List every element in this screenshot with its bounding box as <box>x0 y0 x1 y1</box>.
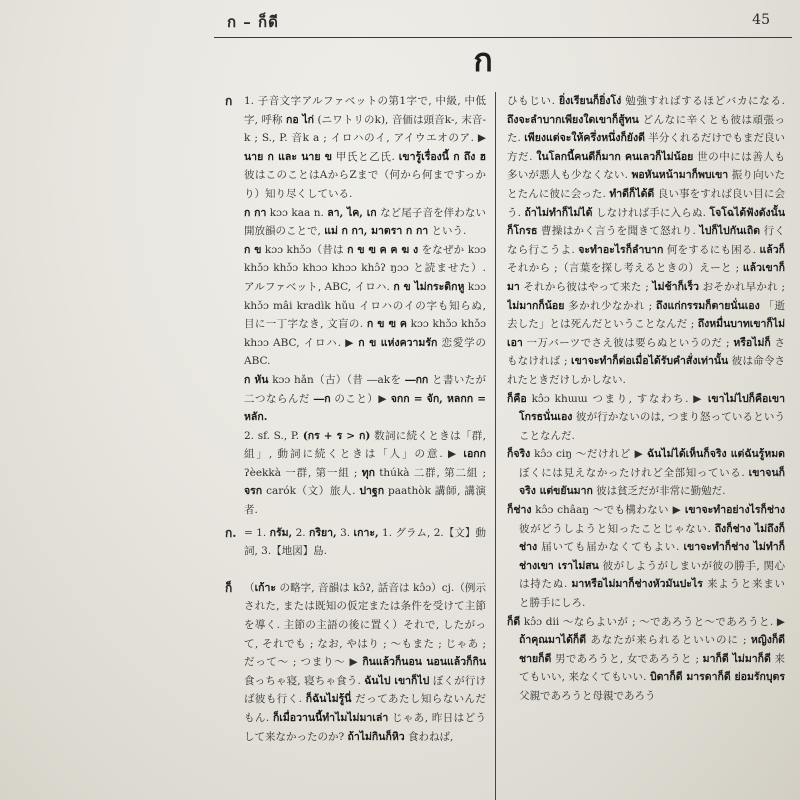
gloss-text: kɔɔ khɔ̌ɔ khɔ̌ɔ khɔɔ ABC, イロハ. ▶ <box>244 318 486 349</box>
gloss-text: 曹操はかく言うを聞きて怒れり. <box>537 225 700 238</box>
gloss-text: kɔ̂ɔ ciŋ ～だけれど ▶ <box>530 448 648 461</box>
thai-term: เอกก <box>463 448 486 461</box>
thai-term: ในโลกนี้คนดีก็มาก คนเลวก็ไม่น้อย <box>536 150 694 163</box>
entry-text <box>507 613 785 706</box>
gloss-text: 3. <box>336 526 354 539</box>
thai-term: ลา, ไค, เก <box>327 206 377 219</box>
entry-text <box>507 390 785 446</box>
thai-term: ทำดีก็ได้ดี <box>609 187 655 200</box>
gloss-text: carók（文）旅人. <box>262 485 360 498</box>
thai-term: ก็ช่าง <box>507 504 532 517</box>
thai-term: ก ข ไม่กระดิกหู <box>393 280 465 293</box>
thai-term: ก หัน <box>244 373 269 386</box>
gloss-text: 多かれ少なかれ ; <box>564 299 656 312</box>
thai-term: ―ก <box>313 392 331 405</box>
entry-text <box>507 501 785 613</box>
thai-term: หรือไม่ก็ <box>733 336 771 349</box>
gloss-text: （ <box>244 581 255 594</box>
thai-term: ปาฐก <box>359 485 385 498</box>
gloss-text: paathòk 講師, 講演者. <box>244 485 486 517</box>
dictionary-entry <box>222 579 486 746</box>
gloss-text: 世の中には善人も多いが悪人も少なくない. <box>507 150 785 182</box>
thai-term: เพียงแต่จะให้ครึ่งหนึ่งก็ยังดี <box>524 132 645 145</box>
gloss-text: 食わねば, <box>404 730 454 743</box>
thai-term: ถึงแก่กรรมก็ตายนั่นเอง <box>655 299 760 312</box>
thai-term: พอหันหน้ามาก็พบเขา <box>631 169 729 182</box>
thai-term: กรัม, <box>269 526 293 539</box>
gloss-text: 届いても届かなくてもよい. <box>537 541 684 554</box>
entry-text <box>222 427 486 520</box>
gloss-text: 2. sf. S., P. <box>244 429 303 442</box>
thai-term: ก ข ฃ ค <box>366 318 407 331</box>
thai-term: ฉันไป เขาก็ไป <box>364 674 430 687</box>
thai-term: ถ้าไม่กินก็หิว <box>347 730 405 743</box>
gloss-text: 父親であろうと母親であろう <box>519 690 656 702</box>
guide-words: ก – ก็ดี <box>227 13 279 31</box>
thai-term: กอ ไก่ <box>285 113 315 126</box>
thai-term: ถึงหมื่นบาทเขาก็ไม่เอา <box>507 318 785 349</box>
gloss-text: それから ;（言葉を探し考えるときの）えーと ; <box>507 262 743 275</box>
thai-term: เขาจะทำอย่างไรก็ช่าง <box>684 504 785 517</box>
gloss-text: をなぜか kɔɔ khɔ̌ɔ khɔ̌ɔ khɔɔ khɔɔ khɔ̂ʔ ŋɔɔ と読ませた）. アルファベット, ABC, イロハ. <box>244 243 486 293</box>
thai-term: ก ข แห่งความรัก <box>358 336 438 349</box>
thai-term: ก็ดี <box>507 615 521 628</box>
gloss-text: 2. <box>292 526 309 539</box>
thai-term: ก็เมื่อวานนี้ทำไมไม่มาเล่า <box>272 712 389 724</box>
thai-term: ―กก <box>405 373 429 386</box>
gloss-text: 行くなら行こうよ. <box>507 225 785 256</box>
thai-term: ถึงจะลำบากเพียงใดเขาก็สู้ทน <box>507 113 639 126</box>
gloss-text: 来ようと来まいと勝手にしろ. <box>519 578 785 610</box>
gloss-text: 半分くれるだけでもまだ良い方だ. <box>507 132 785 163</box>
dictionary-entry <box>222 524 486 561</box>
thai-term: ไปก็ไปกันเถิด <box>699 225 761 238</box>
gloss-text: 1. 子音文字アルファベットの第1字で, 中級, 中低字, 呼称 <box>244 95 486 126</box>
gloss-text: thúkà 二群, 第二組 ; <box>374 466 486 479</box>
thai-term: โจโฉได้ฟังดังนั้นก็โกรธ <box>507 206 785 238</box>
gloss-text: kɔɔ khɔ̌ɔ mâi kradìk hǔu イロハのイの字も知らぬ, 目に一丁字なき, 文盲の. <box>244 280 486 331</box>
gloss-text: (ニワトリのk), 音価は頭音k-, 末音-k ; S., P. 音k a ; イロハのイ, アイウエオのア. ▶ <box>244 113 486 145</box>
thai-term: ยิ่งเรียนก็ยิ่งโง่ <box>559 95 622 107</box>
gloss-text: 恋愛学のABC. <box>244 336 486 368</box>
gloss-text: 食っちゃ寝, 寝ちゃ食う. <box>244 674 365 687</box>
gloss-text: kɔ̂ɔ dii ～ならよいが ; ～であろうと～であろうと. ▶ <box>520 615 785 628</box>
gloss-text: だってあたし知らないんだもん. <box>244 693 486 724</box>
gloss-text: ひもじい. <box>507 95 560 107</box>
page-number: 45 <box>752 12 770 28</box>
entry-text <box>507 445 785 501</box>
thai-term: แล้วก็ <box>759 243 785 256</box>
gloss-text: 「逝去した」とは死んだということなんだ ; <box>507 299 785 331</box>
right-column <box>507 92 785 800</box>
gloss-text: kɔɔ kaa n. <box>266 206 328 219</box>
gloss-text: 甲氏と乙氏. <box>331 150 399 163</box>
gloss-text: しなければ手に入らぬ. <box>592 206 710 219</box>
thai-term: เกาะ, <box>353 526 379 539</box>
entry-text <box>222 241 486 371</box>
gloss-text: 彼は貧乏だが非常に勤勉だ. <box>592 485 726 498</box>
thai-term: ก ข <box>244 243 262 256</box>
dictionary-entry <box>222 92 486 204</box>
gloss-text: など尾子音を伴わない開放韻のことで, <box>244 206 486 238</box>
gloss-text: 勉強すればするほどバカになる. <box>621 95 785 107</box>
thai-term: ถึงก็ช่าง ไม่ถึงก็ช่าง <box>519 522 785 554</box>
thai-term: กริยา, <box>309 526 337 539</box>
thai-term: ก ข ฃ ค ฅ ฆ ง <box>347 243 419 256</box>
thai-term: เขาจะทำก็ต่อเมื่อได้รับคำสั่งเท่านั้น <box>571 355 729 368</box>
column-divider <box>495 92 496 800</box>
thai-term: ทุก <box>361 466 375 479</box>
thai-term: เขาไม่ไปก็คือเขาโกรธนั่นเอง <box>519 392 785 424</box>
gloss-text: の略字, 音韻は kɔ̂ʔ, 話音は kɔ̂ɔ）cj.（例示された, または既知の仮定または条件を受けて主節を導く. 主節の主語の後に置く）それで, したがって, それでも ; なお, やはり ; ～もまた ; じゃあ ; だって～ ; つまり～ ▶ <box>244 581 486 669</box>
thai-term: ก็คือ <box>507 392 527 405</box>
gloss-text: じゃあ, 昨日はどうして来なかったのか? <box>244 712 486 743</box>
gloss-text: 彼はこのことはAからZまで（何から何まですっかり）知り尽くしている. <box>244 169 486 200</box>
thai-term: มาก็ดี ไม่มาก็ดี <box>702 652 771 665</box>
gloss-text: どんなに辛くとも彼は頑張った. <box>507 113 785 145</box>
gloss-text: あなたが来られるといいのに ; <box>586 634 751 647</box>
gloss-text: おそかれ早かれ ; <box>699 280 785 293</box>
thai-term: เขารู้เรื่องนี้ ก ถึง ฮ <box>398 150 486 163</box>
thai-term: เก้าะ <box>254 581 277 594</box>
thai-term: บิดาก็ดี มารดาก็ดี ย่อมรักบุตร <box>649 671 785 684</box>
thai-term: (กร + ร > ก) <box>302 429 371 442</box>
thai-term: หญิงก็ดี ชายก็ดี <box>519 634 785 665</box>
thai-term: ฉันไม่ได้เห็นก็จริง แต่ฉันรู้หมด <box>647 448 785 461</box>
gloss-text: さもなければ ; <box>507 336 785 368</box>
gloss-text: ʔèekkà 一群, 第一組 ; <box>244 466 362 479</box>
gloss-text: kɔ̂ɔ châaŋ ～でも構わない ▶ <box>531 504 685 517</box>
thai-term: ถ้าไม่ทำก็ไม่ได้ <box>524 206 593 219</box>
section-letter: ก <box>473 41 493 79</box>
thai-term: ถ้าคุณมาได้ก็ดี <box>519 634 587 647</box>
gloss-text: 男であろうと, 女であろうと ; <box>551 652 703 665</box>
thai-term: เขาจะทำก็ช่าง ไม่ทำก็ช่างเขา เราไม่สน <box>519 541 785 572</box>
gloss-text: 彼は命令されたときだけしかしない. <box>507 355 785 386</box>
gloss-text: 振り向いたとたんに彼に会った. <box>507 169 785 200</box>
thai-term: กินแล้วก็นอน นอนแล้วก็กิน <box>362 656 486 669</box>
gloss-text: 一万バーツでさえ彼は要らぬというのだ ; <box>522 336 734 349</box>
entry-text <box>222 204 486 241</box>
gloss-text: 彼が行かないのは, つまり怒っているということなんだ. <box>519 411 785 442</box>
thai-term: แม่ ก กา, มาตรา ก กา <box>324 225 429 238</box>
entry-text <box>507 92 785 390</box>
thai-term: จรก <box>244 485 263 498</box>
entry-headword: ก <box>225 94 233 108</box>
gloss-text: それから彼はやって来た ; <box>519 280 653 293</box>
thai-term: จกก = จัก, หลกก = หลัก. <box>244 392 486 424</box>
entry-headword: ก็ <box>225 580 233 595</box>
thai-term: มาหรือไม่มาก็ช่างหัวมันปะไร <box>571 578 703 591</box>
gloss-text: 彼がしようがしまいが彼の勝手, 関心は持たぬ. <box>519 559 785 591</box>
gloss-text: 何をするにも困る. <box>663 243 760 256</box>
gloss-text: のこと）▶ <box>330 392 391 405</box>
header-rule <box>214 37 792 38</box>
thai-term: นาย ก และ นาย ข <box>244 150 332 163</box>
gloss-text: = 1. <box>244 526 270 539</box>
gloss-text: kɔɔ hǎn（古）（昔 ―akを <box>268 373 406 386</box>
gloss-text: という. <box>428 225 467 238</box>
gloss-text: 1. グラム, 2.【文】動詞, 3.【地図】島. <box>244 526 486 558</box>
thai-term: จะทำอะไรก็ลำบาก <box>578 243 664 256</box>
gloss-text: 彼がどうしようと知ったことじゃない. <box>519 522 715 535</box>
thai-term: ไม่มากก็น้อย <box>507 299 565 312</box>
gloss-text: 良い事をすれば良い目に会う. <box>507 187 785 219</box>
entry-headword: ก. <box>225 525 237 540</box>
thai-term: แล้วเขาก็มา <box>507 262 785 293</box>
gloss-text: と書いたが二つならんだ <box>244 373 486 405</box>
thai-term: เขาจนก็จริง แต่ขยันมาก <box>519 466 785 498</box>
gloss-text: ぼくには見えなかったけれど全部知っている. <box>519 466 749 479</box>
gloss-text: kɔ̂ɔ khɯɯ つまり, すなわち. ▶ <box>526 392 708 405</box>
gloss-text: 来てもいい, 来なくてもいい. <box>519 652 785 684</box>
thai-term: ไม่ช้าก็เร็ว <box>652 280 700 293</box>
gloss-text: ぼくが行けば彼も行く. <box>244 674 486 706</box>
thai-term: ก็ฉันไม่รู้นี่ <box>305 693 352 706</box>
thai-term: ก็จริง <box>507 448 531 461</box>
left-column <box>222 92 486 800</box>
entry-text <box>222 371 486 427</box>
gloss-text: 数詞に続くときは「群, 組」, 動詞に続くときは「人」の意. ▶ <box>244 429 486 461</box>
thai-term: ก กา <box>244 206 267 219</box>
gloss-text: kɔɔ khɔ̌ɔ（昔は <box>261 243 348 256</box>
